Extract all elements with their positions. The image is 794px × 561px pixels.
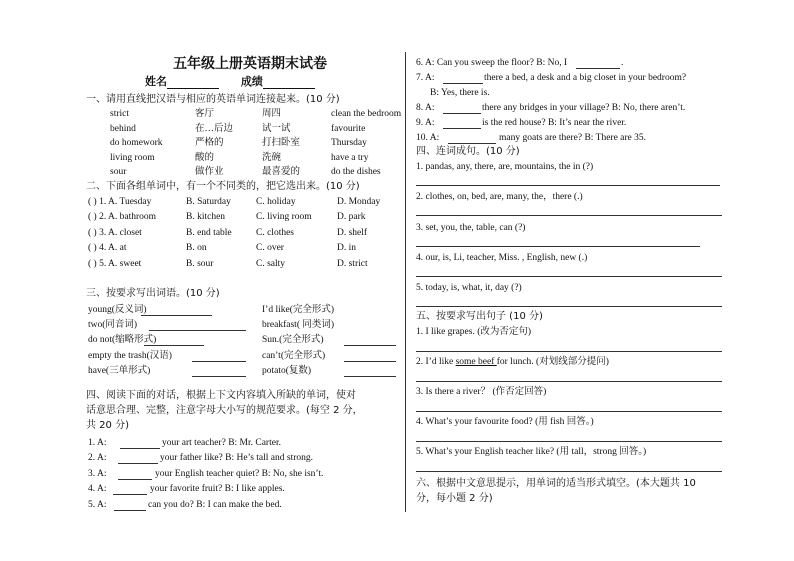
- answer-line[interactable]: [416, 441, 722, 442]
- section3-heading: 三、按要求写出词语。(10 分): [86, 288, 220, 299]
- dialogue-line: 6. A: Can you sweep the floor? B: No, I: [416, 58, 568, 68]
- answer-line[interactable]: [416, 411, 722, 412]
- dialogue-a-label: 4. A:: [88, 484, 107, 495]
- answer-blank[interactable]: [144, 345, 204, 346]
- choice-option[interactable]: B. on: [186, 243, 207, 254]
- match-word: living room: [110, 152, 155, 163]
- column-divider: [405, 52, 406, 512]
- word-prompt: Sun.(完全形式): [262, 335, 324, 346]
- answer-line[interactable]: [416, 246, 700, 247]
- word-prompt: empty the trash(汉语): [88, 350, 172, 361]
- match-word: strict: [110, 109, 129, 119]
- answer-blank[interactable]: [118, 479, 152, 480]
- answer-blank[interactable]: [192, 376, 246, 377]
- answer-blank[interactable]: [114, 510, 146, 511]
- scrambled-words: 1. pandas, any, there, are, mountains, the in (?): [416, 162, 594, 172]
- scrambled-words: 5. today, is, what, it, day (?): [416, 283, 522, 294]
- answer-blank[interactable]: [118, 463, 158, 464]
- underlined-phrase: some beef: [455, 357, 497, 367]
- match-word: favourite: [331, 123, 366, 134]
- word-prompt: do not(缩略形式): [88, 335, 157, 346]
- prompt-text: 4. What’s your favourite food? (用 fish 回答。): [416, 417, 594, 427]
- match-word: Thursday: [331, 138, 367, 149]
- prompt-text: 5. What’s your English teacher like? (用 tall，strong 回答。): [416, 447, 647, 457]
- word-prompt: can’t(完全形式): [262, 350, 326, 361]
- answer-line[interactable]: [416, 276, 722, 277]
- match-word: 最喜爱的: [262, 167, 301, 178]
- answer-blank[interactable]: [141, 315, 199, 316]
- dialogue-tail: is the red house? B: It’s near the river.: [482, 118, 627, 128]
- dialogue-a-label: 1. A:: [88, 438, 107, 448]
- choice-option[interactable]: D. shelf: [337, 227, 368, 238]
- answer-line[interactable]: [416, 471, 722, 472]
- answer-line[interactable]: [416, 215, 722, 216]
- choice-option: ( ) 1. A. Tuesday: [88, 197, 152, 207]
- dialogue-tail: there a bed, a desk and a big closet in your bedroom?: [484, 73, 687, 83]
- choice-option[interactable]: D. in: [337, 243, 356, 254]
- name-label: 姓名: [145, 75, 167, 88]
- section1-heading: 一、请用直线把汉语与相应的英语单词连接起来。(10 分): [86, 94, 340, 105]
- answer-line[interactable]: [416, 185, 720, 186]
- rewrite-prompt: [416, 417, 594, 429]
- section6-heading: 五、按要求写出句子 (10 分): [416, 311, 543, 322]
- dialogue-a-label: 5. A:: [88, 499, 107, 510]
- answer-blank[interactable]: [344, 345, 396, 346]
- match-word: 做作业: [195, 167, 224, 178]
- choice-option[interactable]: C. holiday: [256, 197, 296, 207]
- answer-blank[interactable]: [113, 494, 147, 495]
- word-prompt: potato(复数): [262, 365, 312, 376]
- rewrite-prompt: [416, 387, 546, 399]
- dialogue-line: 8. A:: [416, 103, 435, 113]
- dialogue-text: your art teacher? B: Mr. Carter.: [162, 438, 281, 448]
- match-word: do homework: [110, 138, 163, 149]
- section7-heading: 六、根据中文意思提示，用单词的适当形式填空。(本大题共 10: [416, 478, 696, 489]
- dialogue-tail: .: [621, 58, 624, 68]
- dialogue-text: your favorite fruit? B: I like apples.: [150, 484, 285, 495]
- choice-option[interactable]: B. Saturday: [186, 197, 231, 207]
- word-prompt: I’d like(完全形式): [262, 305, 335, 315]
- choice-option[interactable]: B. sour: [186, 258, 214, 269]
- answer-line[interactable]: [416, 381, 722, 382]
- dialogue-a-label: 3. A:: [88, 468, 107, 479]
- match-word: clean the bedroom: [331, 109, 402, 119]
- choice-option[interactable]: C. clothes: [256, 227, 294, 238]
- answer-blank[interactable]: [448, 143, 496, 144]
- prompt-text: 1. I like grapes. (改为否定句): [416, 327, 532, 337]
- choice-option[interactable]: B. end table: [186, 227, 232, 238]
- choice-option: ( ) 5. A. sweet: [88, 258, 142, 269]
- dialogue-text: your father like? B: He’s tall and strong.: [160, 453, 314, 464]
- name-score-line: [145, 75, 333, 89]
- name-field[interactable]: [167, 77, 219, 89]
- section5-heading: 四、连词成句。(10 分): [416, 146, 520, 157]
- match-word: do the dishes: [331, 167, 381, 178]
- match-word: 酸的: [195, 152, 215, 163]
- match-word: 试一试: [262, 123, 291, 134]
- match-word: 周四: [262, 109, 282, 119]
- section4-heading-3: 共 20 分): [86, 420, 129, 431]
- choice-option[interactable]: B. kitchen: [186, 212, 226, 223]
- section4-heading: 四、阅读下面的对话，根据上下文内容填入所缺的单词，使对: [86, 390, 356, 401]
- dialogue-a-label: 2. A:: [88, 453, 107, 464]
- match-word: have a try: [331, 152, 369, 163]
- prompt-text: for lunch. (对划线部分提问): [496, 357, 609, 367]
- answer-blank[interactable]: [443, 128, 481, 129]
- match-word: sour: [110, 167, 127, 178]
- answer-blank[interactable]: [120, 448, 160, 449]
- page-title: 五年级上册英语期末试卷: [173, 56, 327, 72]
- match-word: 洗碗: [262, 152, 282, 163]
- answer-blank[interactable]: [194, 330, 246, 331]
- rewrite-prompt: [416, 357, 609, 369]
- choice-option: ( ) 3. A. closet: [88, 227, 142, 238]
- section4-heading-2: 话意思合理、完整，注意字母大小写的规范要求。(每空 2 分，: [86, 405, 363, 416]
- choice-option: ( ) 2. A. bathroom: [88, 212, 157, 223]
- section2-heading: 二、下面各组单词中，有一个不同类的，把它选出来。(10 分): [86, 181, 360, 192]
- match-word: 打扫卧室: [262, 138, 301, 149]
- word-prompt: young(反义词): [88, 305, 147, 315]
- dialogue-line: 7. A:: [416, 73, 435, 83]
- prompt-text: 3. Is there a river？ (作否定回答): [416, 387, 547, 397]
- dialogue-line: 10. A:: [416, 133, 440, 143]
- scrambled-words: 4. our, is, Li, teacher, Miss. , English, new (.): [416, 252, 588, 263]
- scrambled-words: 3. set, you, the, table, can (?): [416, 222, 526, 233]
- dialogue-tail: many goats are there? B: There are 35.: [499, 133, 647, 143]
- match-word: behind: [110, 123, 136, 134]
- choice-option[interactable]: D. strict: [337, 258, 368, 269]
- rewrite-prompt: [416, 327, 531, 339]
- answer-blank[interactable]: [576, 68, 620, 69]
- answer-line[interactable]: [416, 306, 722, 307]
- dialogue-text: can you do? B: I can make the bed.: [148, 499, 282, 510]
- choice-option[interactable]: C. living room: [256, 212, 312, 223]
- dialogue-line: B: Yes, there is.: [430, 88, 490, 98]
- dialogue-text: your English teacher quiet? B: No, she isn’t.: [155, 468, 324, 479]
- choice-option[interactable]: C. salty: [256, 258, 286, 269]
- choice-option: ( ) 4. A. at: [88, 243, 127, 254]
- match-word: 严格的: [195, 138, 224, 149]
- word-prompt: two(同音词): [88, 320, 138, 331]
- word-prompt: have(三单形式): [88, 365, 151, 376]
- choice-option[interactable]: D. park: [337, 212, 366, 223]
- match-word: 在…后边: [195, 123, 234, 134]
- prompt-text: 2. I’d like: [416, 357, 456, 367]
- score-label: 成绩: [240, 75, 263, 88]
- choice-option[interactable]: C. over: [256, 243, 284, 254]
- word-prompt: breakfast( 同类词): [262, 320, 335, 331]
- section7-heading-2: 分，每小题 2 分): [416, 493, 493, 504]
- answer-blank[interactable]: [443, 83, 483, 84]
- choice-option[interactable]: D. Monday: [337, 197, 381, 207]
- scrambled-words: 2. clothes, on, bed, are, many, the，there (.): [416, 192, 583, 203]
- dialogue-line: 9. A:: [416, 118, 435, 128]
- answer-blank[interactable]: [344, 376, 396, 377]
- rewrite-prompt: [416, 447, 646, 459]
- answer-blank[interactable]: [192, 361, 246, 362]
- match-word: 客厅: [195, 109, 215, 119]
- answer-blank[interactable]: [344, 361, 396, 362]
- answer-line[interactable]: [416, 351, 722, 352]
- score-field[interactable]: [263, 77, 315, 89]
- answer-blank[interactable]: [443, 113, 481, 114]
- dialogue-tail: there any bridges in your village? B: No, there aren’t.: [482, 103, 686, 113]
